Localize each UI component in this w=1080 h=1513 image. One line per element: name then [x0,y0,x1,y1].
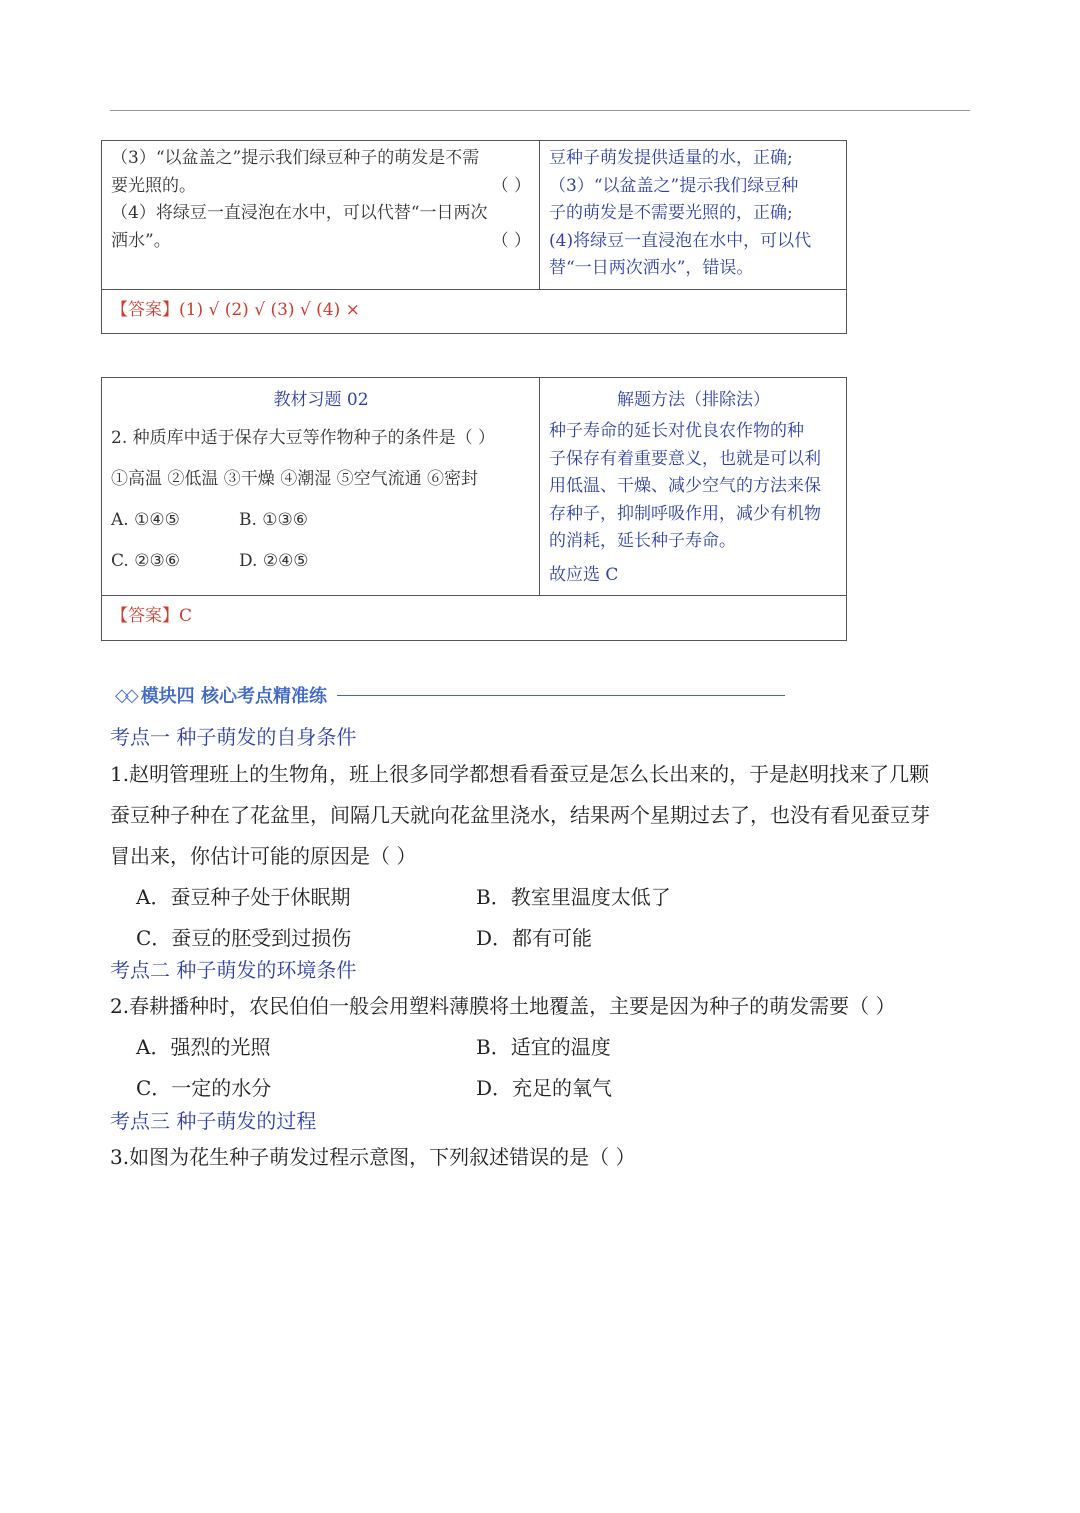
diamond-icon: ◇◇ [115,684,135,706]
option-d: D．都有可能 [476,926,593,950]
keypoint-title: 考点一 种子萌发的自身条件 [110,725,357,749]
question-line: 冒出来，你估计可能的原因是（ ） [110,844,417,868]
option-d: D．充足的氧气 [476,1076,613,1100]
option-b: B．教室里温度太低了 [476,885,671,909]
option-b: B. ①③⑥ [239,510,309,530]
question-line: 2.春耕播种时，农民伯伯一般会用塑料薄膜将土地覆盖，主要是因为种子的萌发需要（ ） [110,994,896,1018]
option-a: A. ①④⑤ [111,510,180,530]
module-rule [337,695,785,696]
analysis-line: （3）“以盆盖之”提示我们绿豆种 [549,175,799,196]
keypoint-title: 考点二 种子萌发的环境条件 [110,958,357,982]
table1-line: （3）“以盆盖之”提示我们绿豆种子的萌发是不需 [111,148,480,168]
table2-method-cell [540,378,847,596]
option-c: C．蚕豆的胚受到过损伤 [136,926,352,950]
keypoint-title: 考点三 种子萌发的过程 [110,1109,317,1133]
table1-analysis-cell [540,141,847,290]
table2-answer [102,596,847,641]
option-d: D. ②④⑤ [239,551,309,571]
table1-line: 要光照的。 [111,175,196,196]
method-conclusion: 故应选 C [549,564,619,585]
question-line: 1.赵明管理班上的生物角，班上很多同学都想看看蚕豆是怎么长出来的，于是赵明找来了几颗 [110,762,930,786]
table1-line: （4）将绿豆一直浸泡在水中，可以代替“一日两次 [111,203,488,223]
answer-table-1 [101,140,847,334]
exercise-conditions: ①高温 ②低温 ③干燥 ④潮湿 ⑤空气流通 ⑥密封 [111,469,479,489]
analysis-line: 豆种子萌发提供适量的水，正确; [549,148,793,168]
answer-label: 【答案】 [111,299,179,320]
method-line: 用低温、干燥、减少空气的方法来保 [549,476,821,496]
table2-question-cell [102,378,540,596]
table1-answer [102,289,847,334]
answer-blank: （ ） [491,230,531,251]
question-line: 蚕豆种子种在了花盆里，间隔几天就向花盆里浇水，结果两个星期过去了，也没有看见蚕豆芽 [110,803,930,827]
exercise-question: 2. 种质库中适于保存大豆等作物种子的条件是（ ） [111,428,496,448]
exercise-title: 教材习题 02 [273,390,369,410]
answer-blank: （ ） [491,175,531,196]
option-c: C. ②③⑥ [111,551,180,571]
keypoint-3-section [110,1105,972,1178]
keypoint-1-section [110,720,972,959]
module-title: 模块四 核心考点精准练 [140,686,327,707]
header-rule [110,110,970,111]
method-line: 种子寿命的延长对优良农作物的种 [549,421,804,441]
analysis-line: (4)将绿豆一直浸泡在水中，可以代 [549,230,812,251]
answer-text: C [179,606,193,626]
table1-line: 洒水”。 [111,230,171,251]
method-title: 解题方法（排除法） [617,390,770,410]
question-line: 3.如图为花生种子萌发过程示意图，下列叙述错误的是（ ） [110,1145,636,1169]
method-line: 的消耗，延长种子寿命。 [549,531,736,551]
answer-table-2 [101,377,847,641]
module-header [115,680,785,710]
option-c: C．一定的水分 [136,1076,272,1100]
option-a: A．蚕豆种子处于休眠期 [136,885,351,909]
analysis-line: 替“一日两次洒水”，错误。 [549,258,754,278]
table1-question-cell [102,141,540,290]
method-line: 存种子，抑制呼吸作用，减少有机物 [549,503,821,524]
option-b: B．适宜的温度 [476,1035,611,1059]
method-line: 子保存有着重要意义，也就是可以利 [549,448,821,469]
answer-label: 【答案】 [111,606,179,626]
answer-text: (1) √ (2) √ (3) √ (4) × [179,299,360,320]
keypoint-2-section [110,954,972,1109]
option-a: A．强烈的光照 [136,1035,271,1059]
analysis-line: 子的萌发是不需要光照的，正确; [549,203,793,223]
